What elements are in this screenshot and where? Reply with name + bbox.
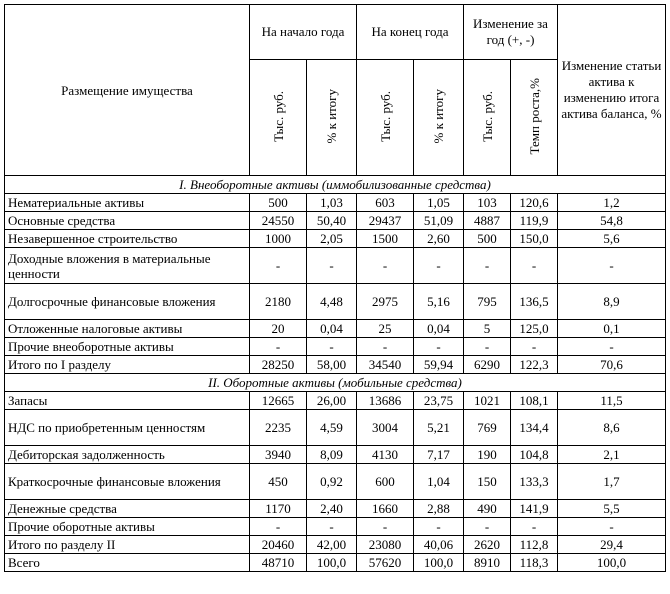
table-row: Основные средства 24550 50,40 29437 51,09 4887 119,9 54,8 — [5, 212, 666, 230]
header-end-thousand-rub: Тыс. руб. — [357, 60, 414, 176]
section-title: II. Оборотные активы (мобильные средства) — [5, 374, 666, 392]
table-row: Долгосрочные финансовые вложения 2180 4,48 2975 5,16 795 136,5 8,9 — [5, 284, 666, 320]
header-end-year: На конец года — [357, 5, 464, 60]
table-row: Дебиторская задолженность 3940 8,09 4130 7,17 190 104,8 2,1 — [5, 446, 666, 464]
header-change-share: Изменение статьи актива к изменению итога актива баланса, % — [558, 5, 666, 176]
table-row: Прочие оборотные активы - - - - - - - — [5, 518, 666, 536]
table-row: Доходные вложения в материальные ценности - - - - - - - — [5, 248, 666, 284]
table-row: Денежные средства 1170 2,40 1660 2,88 490 141,9 5,5 — [5, 500, 666, 518]
header-growth-rate: Темп роста,% — [511, 60, 558, 176]
header-start-pct-total: % к итогу — [307, 60, 357, 176]
asset-structure-table — [4, 4, 666, 572]
header-start-year: На начало года — [250, 5, 357, 60]
header-change-year: Изменение за год (+, -) — [464, 5, 558, 60]
table-row: НДС по приобретенным ценностям 2235 4,59 3004 5,21 769 134,4 8,6 — [5, 410, 666, 446]
section-title: I. Внеоборотные активы (иммобилизованные средства) — [5, 176, 666, 194]
table-row: Всего 48710 100,0 57620 100,0 8910 118,3 100,0 — [5, 554, 666, 572]
table-row: Отложенные налоговые активы 20 0,04 25 0,04 5 125,0 0,1 — [5, 320, 666, 338]
table-row: Итого по разделу II 20460 42,00 23080 40,06 2620 112,8 29,4 — [5, 536, 666, 554]
table-row: Нематериальные активы 500 1,03 603 1,05 103 120,6 1,2 — [5, 194, 666, 212]
table-row: Итого по I разделу 28250 58,00 34540 59,94 6290 122,3 70,6 — [5, 356, 666, 374]
header-start-thousand-rub: Тыс. руб. — [250, 60, 307, 176]
table-row: Незавершенное строительство 1000 2,05 1500 2,60 500 150,0 5,6 — [5, 230, 666, 248]
header-placement: Размещение имущества — [5, 5, 250, 176]
header-end-pct-total: % к итогу — [414, 60, 464, 176]
header-change-thousand-rub: Тыс. руб. — [464, 60, 511, 176]
table-row: Краткосрочные финансовые вложения 450 0,92 600 1,04 150 133,3 1,7 — [5, 464, 666, 500]
table-row: Запасы 12665 26,00 13686 23,75 1021 108,1 11,5 — [5, 392, 666, 410]
table-row: Прочие внеоборотные активы - - - - - - - — [5, 338, 666, 356]
